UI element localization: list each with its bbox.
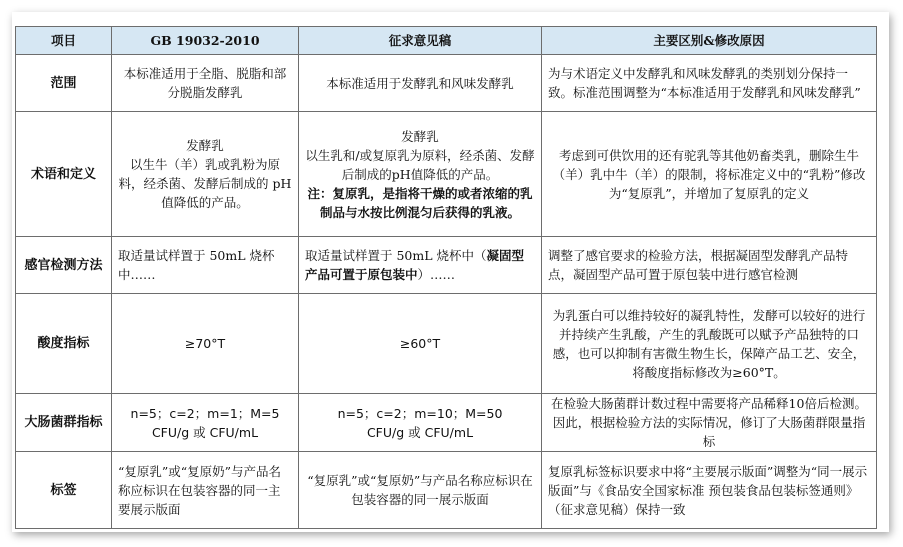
cell-draft-sensory xyxy=(299,237,542,294)
gb-coliform-line1: n=5；c=2；m=1；M=5 xyxy=(130,405,280,421)
row-item-acidity: 酸度指标 xyxy=(16,294,112,394)
table-row xyxy=(16,394,877,452)
cell-gb-sensory: 取适量试样置于 50mL 烧杯中…… xyxy=(112,237,299,294)
cell-gb-coliform xyxy=(112,394,299,452)
header-row xyxy=(16,27,877,55)
draft-term-definition: 以生乳和/或复原乳为原料，经杀菌、发酵后制成的pH值降低的产品。 xyxy=(305,147,535,182)
row-item-coliform: 大肠菌群指标 xyxy=(16,394,112,452)
cell-diff-scope: 为与术语定义中发酵乳和风味发酵乳的类别划分保持一致。标准范围调整为“本标准适用于发酵乳和风味发酵乳” xyxy=(542,55,877,112)
draft-coliform-line2: CFU/g 或 CFU/mL xyxy=(366,424,474,440)
table-row xyxy=(16,55,877,112)
table-row xyxy=(16,237,877,294)
cell-gb-label: “复原乳”或“复原奶”与产品名称应标识在包装容器的同一主要展示版面 xyxy=(112,452,299,529)
table-row xyxy=(16,294,877,394)
cell-gb-scope: 本标准适用于全脂、脱脂和部分脱脂发酵乳 xyxy=(112,55,299,112)
cell-diff-terms: 考虑到可供饮用的还有驼乳等其他奶畜类乳，删除生牛（羊）乳中牛（羊）的限制，将标准定义中的“乳粉”修改为“复原乳”，并增加了复原乳的定义 xyxy=(542,112,877,237)
header-diff: 主要区别&修改原因 xyxy=(542,27,877,55)
draft-sensory-post: ）…… xyxy=(417,267,456,282)
cell-diff-acidity: 为乳蛋白可以维持较好的凝乳特性，发酵可以较好的进行并持续产生乳酸，产生的乳酸既可以赋予产品独特的口感，也可以抑制有害微生物生长，保障产品工艺、安全，将酸度指标修改为≥60°T。 xyxy=(542,294,877,394)
row-item-scope: 范围 xyxy=(16,55,112,112)
header-item: 项目 xyxy=(16,27,112,55)
cell-draft-label: “复原乳”或“复原奶”与产品名称应标识在包装容器的同一展示版面 xyxy=(299,452,542,529)
row-item-label: 标签 xyxy=(16,452,112,529)
cell-diff-sensory: 调整了感官要求的检验方法，根据凝固型发酵乳产品特点，凝固型产品可置于原包装中进行感官检测 xyxy=(542,237,877,294)
draft-sensory-bold: 凝固型产品可置于原包装中 xyxy=(305,248,525,282)
cell-draft-scope: 本标准适用于发酵乳和风味发酵乳 xyxy=(299,55,542,112)
draft-coliform-line1: n=5；c=2；m=10；M=50 xyxy=(337,405,503,421)
comparison-table xyxy=(15,26,877,529)
gb-term-title: 发酵乳 xyxy=(186,138,224,153)
draft-term-note: 注：复原乳，是指将干燥的或者浓缩的乳制品与水按比例混匀后获得的乳液。 xyxy=(307,185,533,220)
draft-sensory-pre: 取适量试样置于 50mL 烧杯中（ xyxy=(305,248,487,263)
cell-diff-label: 复原乳标签标识要求中将“主要展示版面”调整为“同一展示版面”与《食品安全国家标准 预包装食品包装标签通则》（征求意见稿）保持一致 xyxy=(542,452,877,529)
cell-gb-acidity: ≥70°T xyxy=(112,294,299,394)
row-item-sensory: 感官检测方法 xyxy=(16,237,112,294)
gb-term-definition: 以生牛（羊）乳或乳粉为原料，经杀菌、发酵后制成的 pH 值降低的产品。 xyxy=(118,157,292,210)
header-draft: 征求意见稿 xyxy=(299,27,542,55)
row-item-terms: 术语和定义 xyxy=(16,112,112,237)
header-gb: GB 19032-2010 xyxy=(112,27,299,55)
table-row xyxy=(16,452,877,529)
cell-gb-terms xyxy=(112,112,299,237)
draft-term-title: 发酵乳 xyxy=(401,128,439,144)
cell-diff-coliform: 在检验大肠菌群计数过程中需要将产品稀释10倍后检测。因此，根据检验方法的实际情况，修订了大肠菌群限量指标 xyxy=(542,394,877,452)
gb-coliform-line2: CFU/g 或 CFU/mL xyxy=(151,424,259,440)
cell-draft-coliform xyxy=(299,394,542,452)
table-row xyxy=(16,112,877,237)
cell-draft-acidity: ≥60°T xyxy=(299,294,542,394)
cell-draft-terms xyxy=(299,112,542,237)
